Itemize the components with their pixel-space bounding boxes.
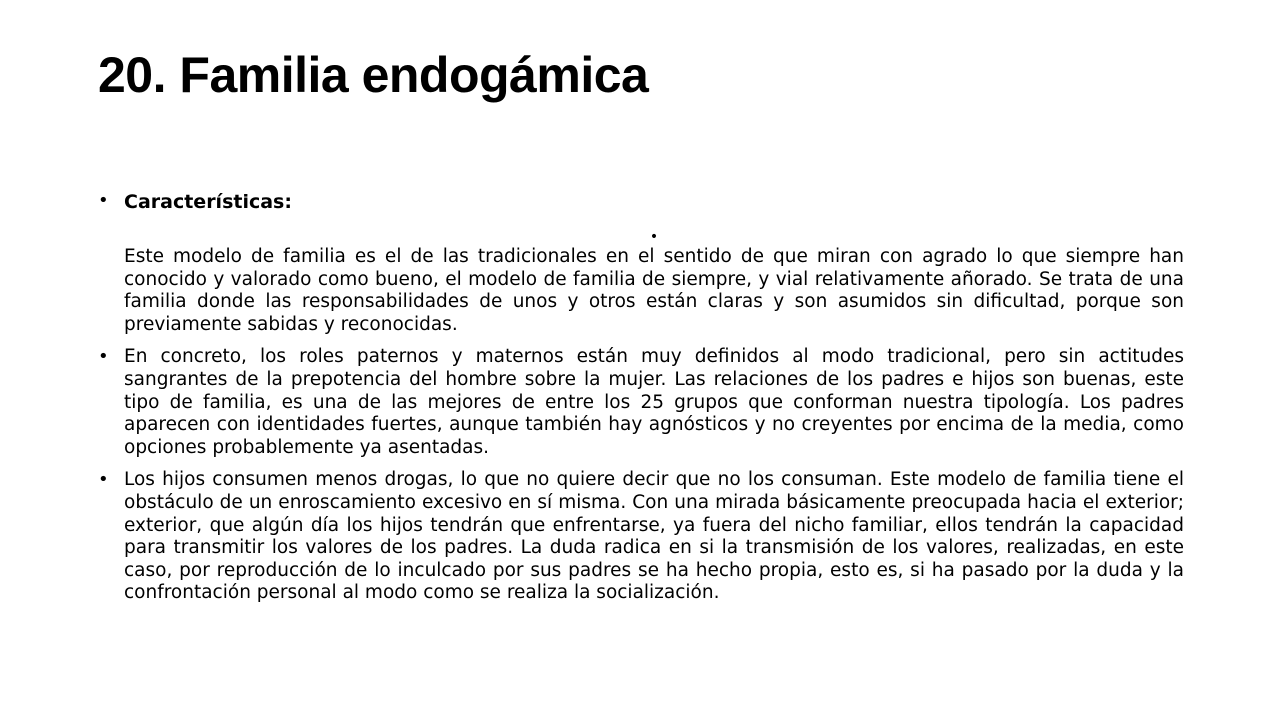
sub-bullet-icon: •	[649, 229, 659, 245]
characteristics-label: Características:	[124, 191, 292, 213]
paragraph-1: Este modelo de familia es el de las tradicionales en el sentido de que miran con agrado lo que siempre han conocido y valorado como bueno, el modelo de familia de siempre, y vial relativamente añorado. Se trata de una familia donde las responsabilidades de unos y otros están claras y son asumidos sin dificultad, porque son previamente sabidas y reconocidas.	[124, 246, 1184, 335]
slide-title: 20. Familia endogámica	[98, 47, 649, 103]
slide-content	[98, 190, 1184, 605]
bullet-icon: •	[98, 469, 109, 491]
bullet-item-characteristics	[98, 190, 1184, 336]
bullet-icon: •	[98, 346, 109, 368]
bullet-icon: •	[98, 190, 109, 211]
bullet-item-roles	[98, 346, 1184, 459]
bullet-item-children	[98, 469, 1184, 605]
paragraph-2: En concreto, los roles paternos y maternos están muy definidos al modo tradicional, pero sin actitudes sangrantes de la prepotencia del hombre sobre la mujer. Las relaciones de los padres e hijos son buenas, este tipo de familia, es una de las mejores de entre los 25 grupos que conforman nuestra tipología. Los padres aparecen con identidades fuertes, aunque también hay agnósticos y no creyentes por encima de la media, como opciones probablemente ya asentadas.	[124, 346, 1184, 458]
paragraph-3: Los hijos consumen menos drogas, lo que no quiere decir que no los consuman. Este modelo de familia tiene el obstáculo de un enroscamiento excesivo en sí misma. Con una mirada básicamente preocupada hacia el exterior; exterior, que algún día los hijos tendrán que enfrentarse, ya fuera del nicho familiar, ellos tendrán la capacidad para transmitir los valores de los padres. La duda radica en si la transmisión de los valores, realizadas, en este caso, por reproducción de lo inculcado por sus padres se ha hecho propia, esto es, si ha pasado por la duda y la confrontación personal al modo como se realiza la socialización.	[124, 469, 1184, 604]
